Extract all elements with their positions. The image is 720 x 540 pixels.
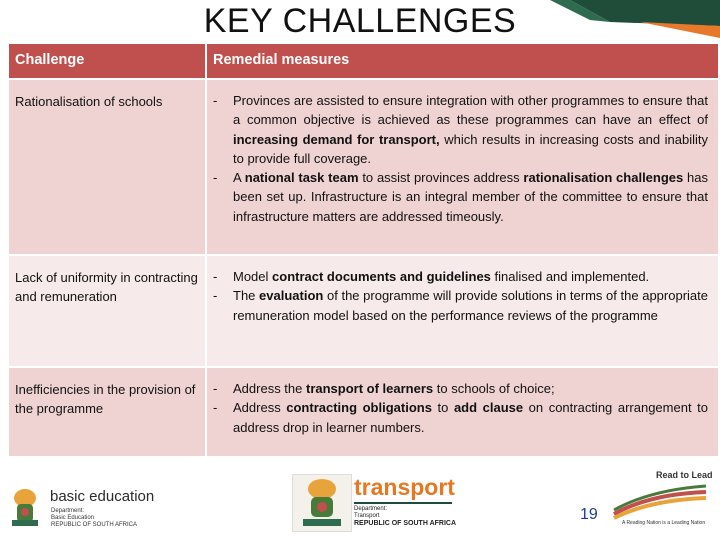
text-segment: to assist provinces address [358, 170, 524, 186]
text-segment: on contracting arrangement to address drop in learner numbers. [233, 400, 708, 435]
bullet-dash: - [213, 288, 218, 304]
text-segment: finalised and implemented. [490, 269, 650, 284]
text-segment: The [233, 288, 260, 304]
text-segment: of the programme will provide solutions in terms of the appropriate remuneration model based on the performance reviews of the programme [233, 288, 708, 323]
remedial-measures-cell [206, 367, 719, 457]
column-header-remedial-measures: Remedial measures [206, 44, 719, 79]
text-segment: to [431, 400, 454, 416]
transport-crest-frame [292, 474, 352, 532]
bullet-dash: - [213, 93, 218, 108]
text-segment: to schools of choice; [433, 381, 555, 396]
read-to-lead-name: Read to Lead [656, 470, 713, 480]
text-segment: Address [233, 400, 287, 416]
bullet-dash: - [213, 170, 218, 186]
bold-phrase: contracting obligations [286, 400, 432, 416]
page-number: 19 [580, 506, 598, 523]
bold-phrase: increasing demand for transport, [233, 131, 440, 147]
challenge-cell: Inefficiencies in the provision of the programme [9, 367, 206, 457]
table-header-row [9, 44, 719, 79]
bullet-dash: - [213, 269, 218, 284]
read-to-lead-tagline: A Reading Nation is a Leading Nation [622, 520, 706, 526]
remedial-bullet [213, 398, 708, 437]
table-row [9, 255, 719, 367]
footer [0, 464, 720, 540]
basic-education-logo-name: basic education [50, 488, 155, 505]
text-segment: Provinces are assisted to ensure integration with other programmes to ensure that a common objective is achieved as these programmes can have an effect of [233, 93, 708, 128]
remedial-bullet [213, 267, 708, 286]
remedial-bullet [213, 286, 708, 325]
table-row [9, 79, 719, 255]
bullet-text [233, 91, 708, 168]
challenge-cell: Lack of uniformity in contracting and remuneration [9, 255, 206, 367]
text-segment: Address the [233, 381, 306, 396]
page-title: KEY CHALLENGES [203, 2, 517, 40]
bullet-text [233, 286, 708, 325]
bold-phrase: national task team [244, 170, 359, 186]
challenges-table [9, 44, 720, 458]
coat-of-arms-icon [293, 475, 351, 531]
remedial-bullet [213, 379, 708, 398]
bullet-dash: - [213, 400, 218, 416]
bullet-text [233, 398, 708, 437]
bold-phrase: evaluation [259, 288, 324, 304]
transport-dept-name: Transport [354, 513, 380, 519]
text-segment: has been set up. Infrastructure is an integral member of the committee to ensure that infrastructure matters are addressed timeously. [233, 170, 708, 224]
text-segment: which results in increasing costs and inability to provide full coverage. [233, 131, 708, 166]
basic-education-country: REPUBLIC OF SOUTH AFRICA [51, 522, 138, 528]
text-segment: Model [233, 269, 273, 284]
coat-of-arms-icon [8, 486, 42, 530]
transport-divider [354, 502, 452, 504]
remedial-measures-cell [206, 79, 719, 255]
bullet-dash: - [213, 381, 218, 396]
table-row [9, 367, 719, 457]
text-segment: A [233, 170, 245, 186]
read-to-lead-swoosh-icon [610, 484, 710, 520]
remedial-bullet [213, 91, 708, 168]
transport-logo-name: transport [354, 474, 455, 500]
column-header-challenge: Challenge [9, 44, 206, 79]
bold-phrase: transport of learners [306, 381, 434, 396]
bullet-text [233, 168, 708, 226]
challenge-cell: Rationalisation of schools [9, 79, 206, 255]
basic-education-dept-name: Basic Education [51, 515, 95, 521]
remedial-measures-cell [206, 255, 719, 367]
transport-country: REPUBLIC OF SOUTH AFRICA [354, 520, 457, 527]
bold-phrase: rationalisation challenges [523, 170, 684, 186]
bullet-text [233, 379, 708, 398]
bullet-text [233, 267, 708, 286]
transport-dept-label: Department: [354, 506, 388, 512]
basic-education-dept-label: Department: [51, 508, 85, 514]
remedial-bullet [213, 168, 708, 226]
bold-phrase: contract documents and guidelines [272, 269, 491, 284]
bold-phrase: add clause [453, 400, 524, 416]
